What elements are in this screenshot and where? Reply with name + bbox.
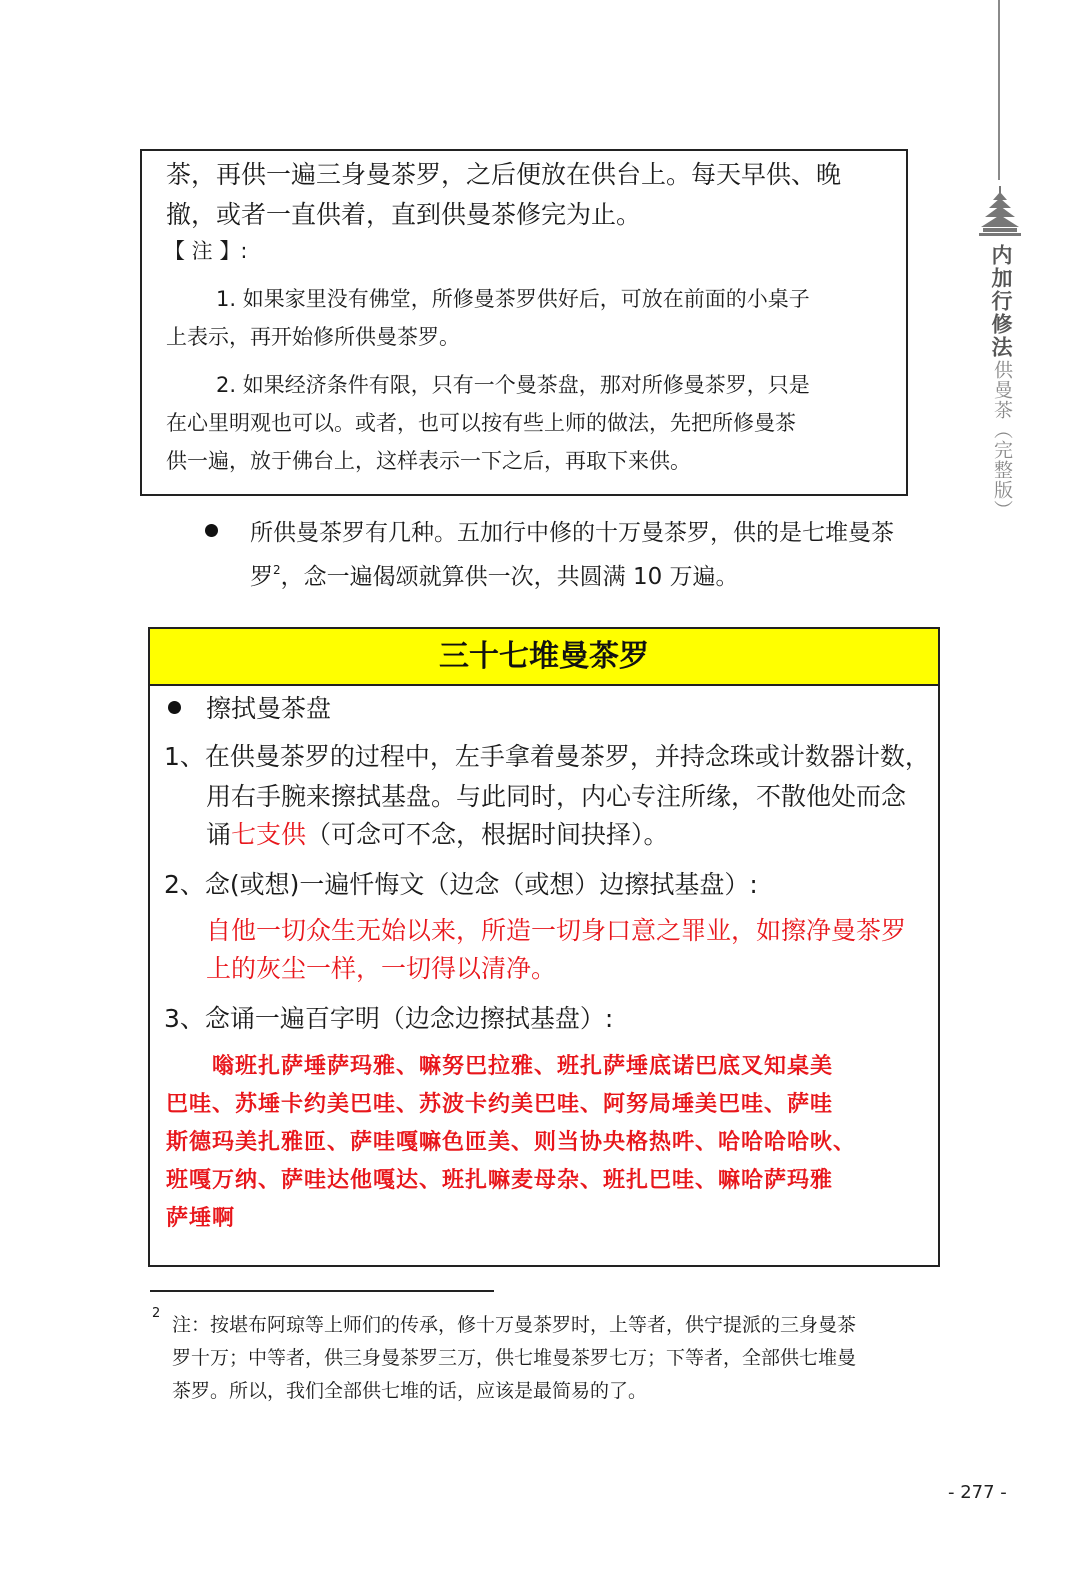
- bullet-line: 所供曼茶罗有几种。五加行中修的十万曼茶罗，供的是七堆曼茶: [250, 520, 894, 546]
- footnote-number: 2: [152, 1306, 161, 1321]
- box1-line: 茶，再供一遍三身曼茶罗，之后便放在供台上。每天早供、晚: [166, 160, 842, 189]
- item1-text: （可念可不念，根据时间抉择）。: [306, 820, 669, 849]
- mandala-box-title: 三十七堆曼茶罗: [150, 629, 938, 686]
- item1-line: [206, 815, 669, 851]
- bullet-text: 罗: [250, 564, 273, 590]
- box1-line: 撤，或者一直供着，直到供曼茶修完为止。: [166, 200, 642, 229]
- footnote-rule: [150, 1290, 494, 1292]
- mantra-line: 斯德玛美扎雅匝、萨哇嘎嘛色匝美、则当协央格热吽、哈哈哈哈吙、: [166, 1129, 857, 1155]
- footnote-ref: 2: [273, 563, 281, 577]
- margin-rule: [998, 0, 1000, 180]
- stupa-icon: [979, 186, 1021, 236]
- mantra-line: 班嘎万纳、萨哇达他嘎达、班扎嘛麦母杂、班扎巴哇、嘛哈萨玛雅: [166, 1167, 834, 1193]
- mandala-box: [148, 627, 940, 1267]
- mantra-line: 嗡班扎萨埵萨玛雅、嘛努巴拉雅、班扎萨埵底诺巴底叉知桌美: [166, 1053, 834, 1079]
- note1-line: 1. 如果家里没有佛堂，所修曼茶罗供好后，可放在前面的小桌子: [216, 287, 810, 311]
- note2-line: 2. 如果经济条件有限，只有一个曼茶盘，那对所修曼茶罗，只是: [216, 373, 810, 397]
- note1-line: 上表示，再开始修所供曼茶罗。: [166, 325, 460, 349]
- page-number: - 277 -: [948, 1482, 1007, 1503]
- footnote-line: 注：按堪布阿琼等上师们的传承，修十万曼茶罗时，上等者，供宁提派的三身曼茶: [172, 1314, 857, 1336]
- item2-line: 2、念(或想)一遍忏悔文（边念（或想）边擦拭基盘）:: [164, 870, 758, 899]
- note-box: [140, 149, 908, 496]
- footnote-line: 罗十万；中等者，供三身曼茶罗三万，供七堆曼茶罗七万；下等者，全部供七堆曼: [172, 1347, 857, 1369]
- item3-line: 3、念诵一遍百字明（边念边擦拭基盘）:: [164, 1004, 614, 1033]
- note2-line: 在心里明观也可以。或者，也可以按有些上师的做法，先把所修曼茶: [166, 411, 796, 435]
- item1-line: 用右手腕来擦拭基盘。与此同时，内心专注所缘，不散他处而念: [206, 782, 907, 811]
- item1-text: 诵: [206, 820, 232, 849]
- confession-line: 上的灰尘一样，一切得以清净。: [206, 954, 557, 983]
- note2-line: 供一遍，放于佛台上，这样表示一下之后，再取下来供。: [166, 449, 691, 473]
- bullet-dot: [168, 701, 181, 714]
- bullet-label: 擦拭曼茶盘: [206, 694, 332, 723]
- bullet-line: [250, 558, 739, 591]
- seven-branch-offering: 七支供: [231, 820, 307, 849]
- bullet-dot: [205, 524, 218, 537]
- footnote-line: 茶罗。所以，我们全部供七堆的话，应该是最简易的了。: [172, 1380, 648, 1402]
- note-label: 【 注 】:: [164, 239, 248, 263]
- confession-line: 自他一切众生无始以来，所造一切身口意之罪业，如擦净曼茶罗: [206, 916, 907, 945]
- chapter-subtitle: 供曼茶（完整版）: [991, 360, 1013, 520]
- bullet-text: ，念一遍偈颂就算供一次，共圆满 10 万遍。: [280, 564, 739, 590]
- mantra-line: 巴哇、苏埵卡约美巴哇、苏波卡约美巴哇、阿努局埵美巴哇、萨哇: [166, 1091, 834, 1117]
- mantra-line: 萨埵啊: [166, 1205, 236, 1231]
- item1-line: 1、在供曼茶罗的过程中，左手拿着曼茶罗，并持念珠或计数器计数，: [164, 742, 930, 771]
- chapter-title: 内加行修法: [989, 244, 1013, 359]
